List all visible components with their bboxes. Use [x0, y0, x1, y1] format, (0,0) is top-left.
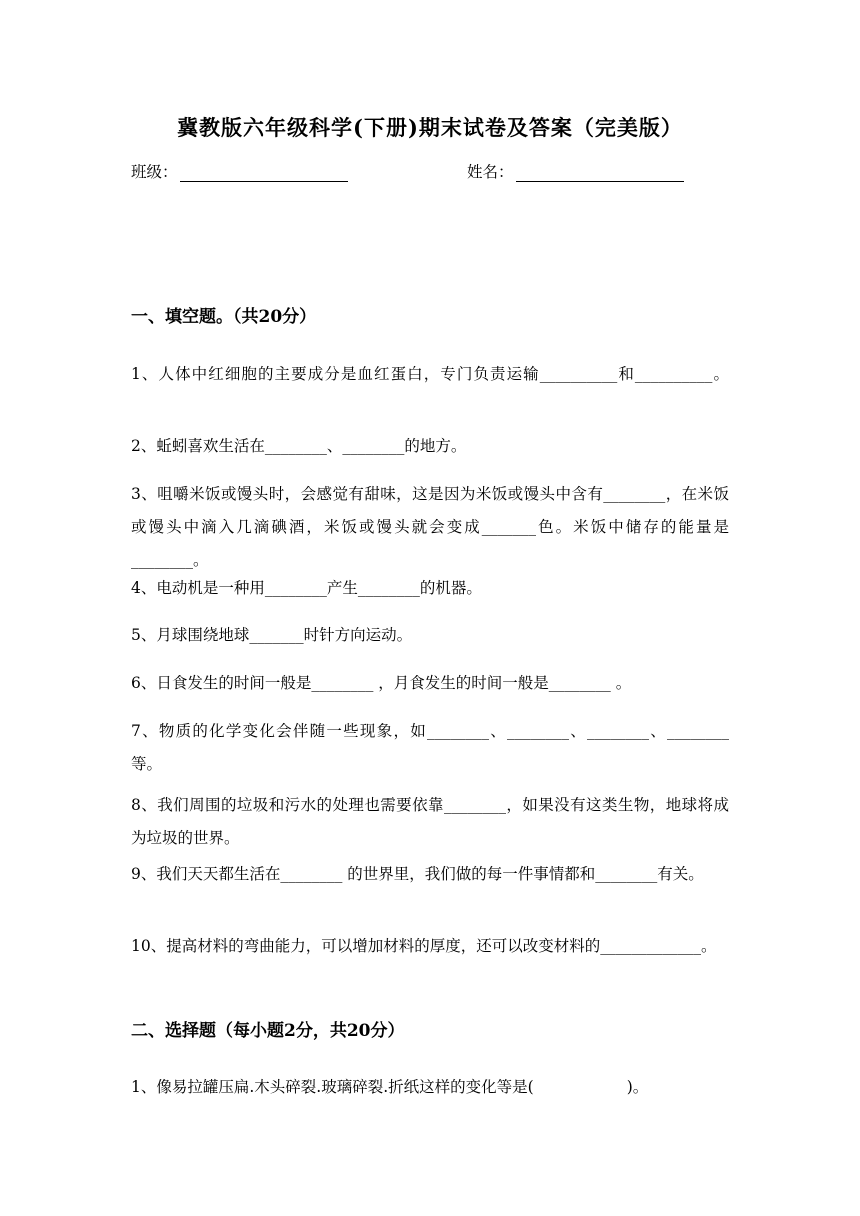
name-label: 姓名：: [467, 163, 514, 181]
class-label: 班级：: [131, 163, 178, 181]
question-1-2: 2、蚯蚓喜欢生活在________、________的地方。: [131, 437, 467, 455]
name-field: [467, 160, 684, 182]
question-1-7: 7、物质的化学变化会伴随一些现象，如________、________、________、________等。: [131, 722, 729, 773]
question-1-8: 8、我们周围的垃圾和污水的处理也需要依靠________，如果没有这类生物，地球将成为垃圾的世界。: [131, 796, 729, 847]
section1-heading: 一、填空题。（共20分）: [131, 307, 317, 327]
question-1-5: 5、月球围绕地球_______时针方向运动。: [131, 626, 413, 644]
question-1-3: 3、咀嚼米饭或馒头时，会感觉有甜味，这是因为米饭或馒头中含有________，在米饭或馒头中滴入几滴碘酒，米饭或馒头就会变成_______色。米饭中储存的能量是________。: [131, 485, 729, 569]
class-field: [131, 160, 348, 182]
question-1-1: 1、人体中红细胞的主要成分是血红蛋白，专门负责运输__________和__________。: [131, 365, 729, 383]
section2-heading: 二、选择题（每小题2分，共20分）: [131, 1021, 405, 1041]
class-blank[interactable]: [180, 167, 348, 182]
question-1-10: 10、提高材料的弯曲能力，可以增加材料的厚度，还可以改变材料的_____________。: [131, 937, 717, 955]
question-1-4: 4、电动机是一种用________产生________的机器。: [131, 579, 482, 597]
name-blank[interactable]: [516, 167, 684, 182]
question-1-6: 6、日食发生的时间一般是________ ，月食发生的时间一般是________ 。: [131, 674, 632, 692]
exam-title: 冀教版六年级科学(下册)期末试卷及答案（完美版）: [177, 115, 683, 140]
question-1-9: 9、我们天天都生活在________ 的世界里，我们做的每一件事情都和________有关。: [131, 865, 704, 883]
question-2-1: 1、像易拉罐压扁.木头碎裂.玻璃碎裂.折纸这样的变化等是( )。: [131, 1078, 649, 1096]
